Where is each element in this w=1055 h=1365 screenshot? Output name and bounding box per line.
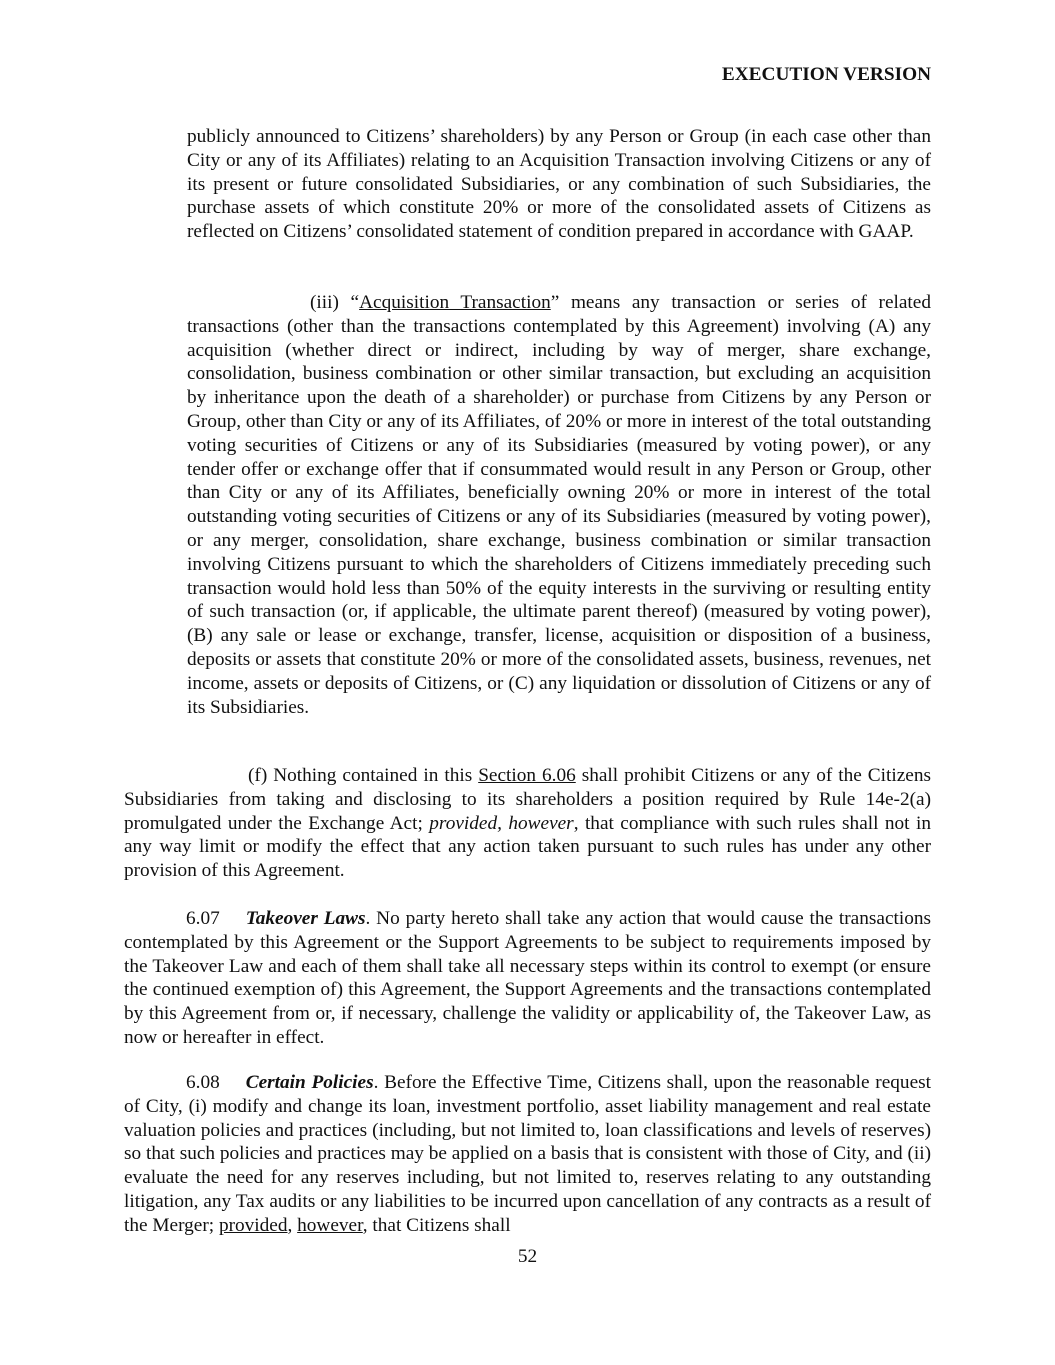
paragraph-text: publicly announced to Citizens’ shareholders) by any Person or Group (in each case other than City or any of its Affiliates) relating to an Acquisition Transaction involving Citizens or any of its present or future consolidated Subsidiaries, or any combination of such Subsidiaries, the purchase assets of which constitute 20% or more of the consolidated assets of Citizens as reflected on Citizens’ consolidated statement of condition prepared in accordance with GAAP. [187, 126, 931, 243]
execution-version-header: EXECUTION VERSION [721, 64, 931, 85]
clause-prefix: (f) Nothing contained in this [248, 765, 479, 786]
provided-term: provided [218, 1214, 288, 1236]
clause-end: , that compliance with such rules shall not in any way limit or modify the effect that any action taken pursuant to such rules has under any other provision of this Agreement. [124, 812, 931, 882]
section-title-period: . [373, 1072, 379, 1093]
paragraph-definition-continued [187, 125, 931, 244]
page-number: 52 [517, 1246, 538, 1267]
section-number: 6.07 [186, 908, 220, 929]
section-end: , that Citizens shall [362, 1214, 511, 1236]
section-title-period: . [365, 908, 371, 929]
section-6-07-takeover-laws [124, 907, 931, 1050]
section-title: Certain Policies [245, 1072, 374, 1093]
paragraph-f-nothing-contained [124, 764, 931, 883]
definition-body: ” means any transaction or series of related transactions (other than the transactions contemplated by this Agreement) involving (A) any acquisition (whether direct or indirect, including by way of merger, share exchange, consolidation, business combination or other similar transaction, but excluding an acquisition by inheritance upon the death of a shareholder) or purchase from Citizens by any Person or Group, other than City or any of its Affiliates, of 20% or more in interest of the total outstanding voting securities of Citizens or any of its Subsidiaries (measured by voting power), or any tender offer or exchange offer that if consummated would result in any Person or Group, other than City or any of its Affiliates, beneficially owning 20% or more in interest of the total outstanding voting securities of Citizens or any of its Subsidiaries (measured by voting power), or any merger, consolidation, share exchange, business combination or similar transaction involving Citizens pursuant to which the shareholders of Citizens immediately preceding such transaction would hold less than 50% of the equity interests in the surviving or resulting entity of such transaction (or, if applicable, the ultimate parent thereof) (measured by voting power), (B) any sale or lease or exchange, transfer, license, acquisition or disposition of a business, deposits or assets that constitute 20% or more of the consolidated assets, business, revenues, net income, assets or deposits of Citizens, or (C) any liquidation or dissolution of Citizens or any of its Subsidiaries. [187, 292, 931, 718]
section-reference: Section 6.06 [478, 765, 576, 786]
paragraph-acquisition-transaction [187, 291, 931, 719]
section-body: No party hereto shall take any action that would cause the transactions contemplated by this Agreement or the Support Agreements to be subject to requirements imposed by the Takeover Law and each of them shall take all necessary steps within its control to exempt (or ensure the continued exemption of) this Agreement, the Support Agreements and the transactions contemplated by this Agreement from or, if necessary, challenge the validity or applicability of, the Takeover Law, as now or hereafter in effect. [124, 908, 931, 1048]
clause-middle: shall prohibit Citizens or any of the Citizens Subsidiaries from taking and disclosing to its shareholders a position required by Rule 14e-2(a) promulgated under the Exchange Act; [124, 765, 931, 834]
section-title: Takeover Laws [245, 908, 366, 929]
proviso-term: provided, however [429, 812, 574, 834]
section-number: 6.08 [186, 1072, 220, 1093]
defined-term: Acquisition Transaction [359, 292, 551, 313]
clause-prefix: (iii) “ [310, 292, 360, 313]
however-term: however [297, 1214, 363, 1236]
comma-separator: , [287, 1214, 298, 1236]
section-6-08-certain-policies [124, 1071, 931, 1238]
section-body: Before the Effective Time, Citizens shall, upon the reasonable request of City, (i) modify and change its loan, investment portfolio, asset liability management and real estate valuation policies and practices (including, but not limited to, loan classifications and levels of reserves) so that such policies and practices may be applied on a basis that is consistent with those of City, and (ii) evaluate the need for any reserves including, but not limited to, reserves relating to any outstanding litigation, any Tax audits or any liabilities to be incurred upon cancellation of any contracts as a result of the Merger; [124, 1072, 931, 1236]
